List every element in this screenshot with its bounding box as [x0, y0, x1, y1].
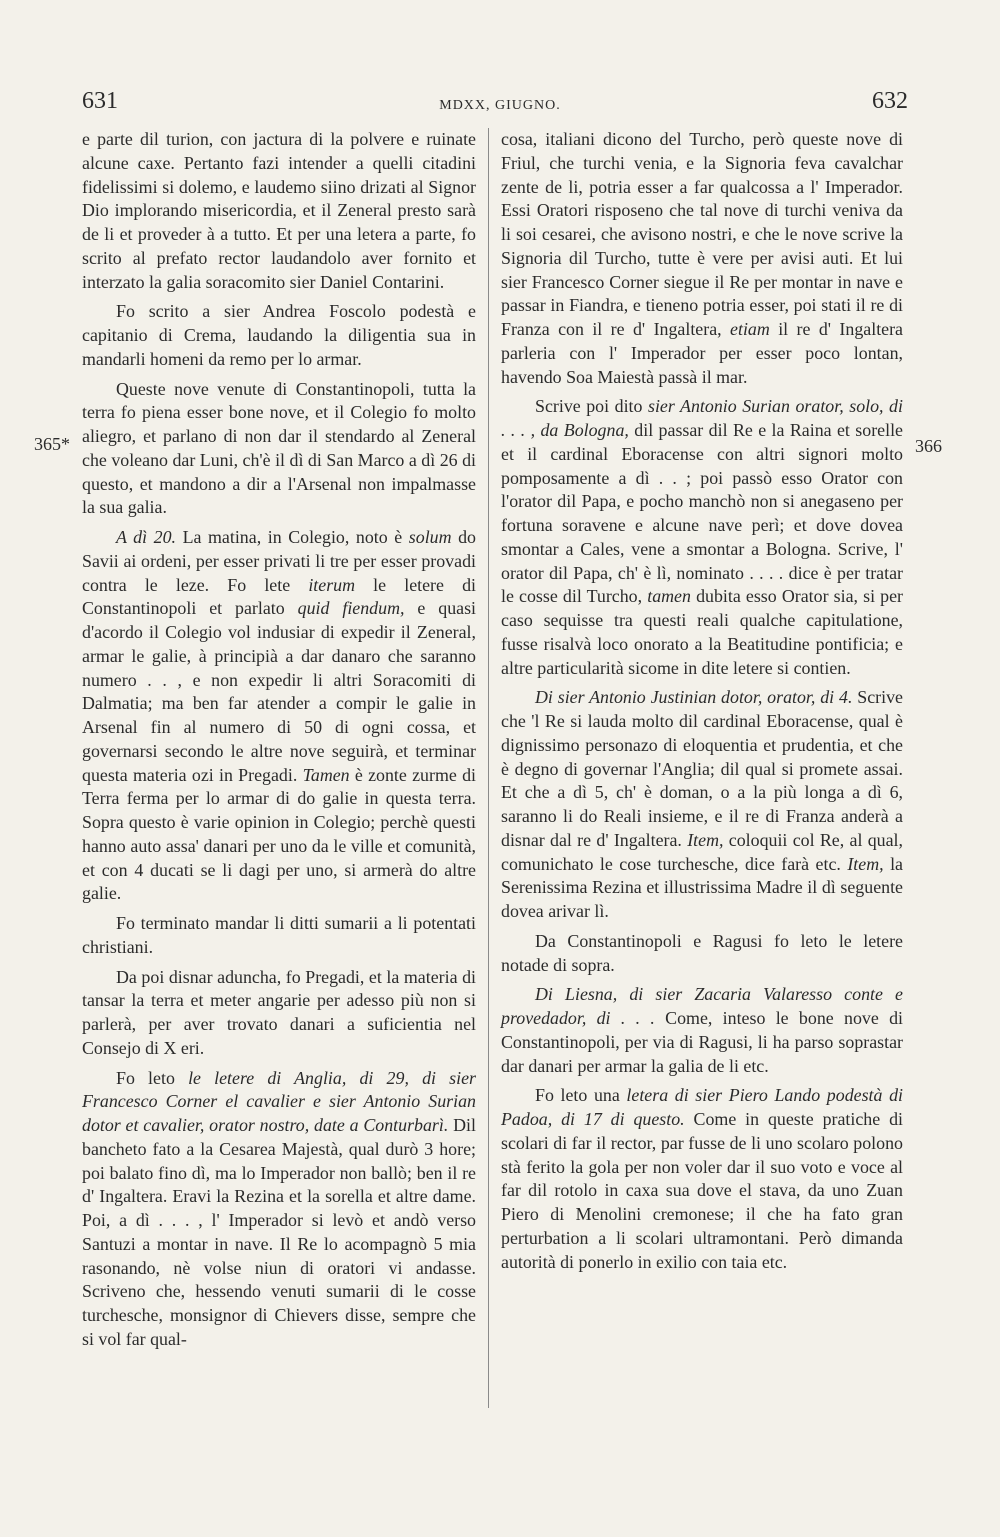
paragraph: [82, 300, 476, 371]
text-run: Fo scrito a sier Andrea Foscolo podestà e capitanio di Crema, laudando la diligentia sua in mandarli homeni da remo per lo armar.: [82, 301, 476, 369]
paragraph: [82, 128, 476, 294]
italic-text: le letere di Anglia, di 29, di sier Francesco Corner el cavalier e sier Antonio Surian dotor et cavalier, orator nostro, date a Conturbarì.: [82, 1067, 476, 1135]
italic-text: letera di sier Piero Lando podestà di Padoa, di 17 di questo.: [501, 1085, 903, 1129]
paragraph: [501, 1084, 903, 1274]
right-column: [501, 128, 903, 1280]
text-run: Scrive che 'l Re si lauda molto dil cardinal Eboracense, qual è dignissimo personazo di eloquentia et prudentia, et che è degno di governar l'Anglia; dil qual si promete assai. Et che a dì 5, ch' è doman, o a la più longa a dì 6, saranno li do Reali insieme, e il re di Franza anderà a disnar dal re d' Ingaltera.: [501, 687, 903, 850]
paragraph: [501, 128, 903, 389]
text-run: Scrive poi dito: [535, 396, 648, 417]
text-run: Fo terminato mandar li ditti sumarii a li potentati christiani.: [82, 913, 476, 957]
text-run: Da Constantinopoli e Ragusi fo leto le letere notade di sopra.: [501, 930, 903, 975]
text-run: dil passar dil Re e la Raina et sorelle et il cardinal Eboracense con altri signori molto pomposamente a dì . . ; poi passò esso Orator con l'orator dil Papa, e pocho manchò non si anegaseno per fortuna soravene e alcune nave perì; et dove dovea smontar a Cales, vene a smontar a Bologna. Scrive, l' orator dil Papa, ch' è lì, nominato . . . . dice è per tratar le cosse dil Turcho,: [501, 420, 903, 607]
margin-number-right: 366: [915, 436, 942, 456]
text-run: la Serenissima Rezina et illustrissima Madre il dì seguente dovea arivar lì.: [501, 853, 903, 921]
paragraph: [501, 930, 903, 978]
column-divider: [488, 128, 489, 1408]
page-number-right: 632: [872, 88, 908, 114]
paragraph: [82, 378, 476, 521]
italic-text: Tamen: [302, 764, 350, 785]
text-run: e parte dil turion, con jactura di la polvere e ruinate alcune caxe. Pertanto fazi intender a quelli citadini fidelissimi si dolemo, e laudemo siino drizati al Signor Dio implorando misericordia, et il Zeneral presto sarà de li et proveder à a tutto. Et per una letera a parte, fo scrito al prefato rector laudandolo aver fornito et interzato la galia soracomito sier Daniel Contarini.: [82, 129, 476, 292]
running-title: MDXX, GIUGNO.: [439, 98, 561, 113]
text-run: Dil bancheto fato a la Cesarea Majestà, qual durò 3 hore; poi balato fino dì, ma lo Imperador non ballò; ben il re d' Ingaltera. Eravi la Rezina et la sorella et altre dame. Poi, a dì . . . , l' Imperador si levò et andò verso Santuzi a montar in nave. Il Re lo acompagnò 5 mia rasonando, nè volse niun di oratori vi andasse. Scriveno che, hessendo venuti sumarii di le cosse turchesche, monsignor di Chievers disse, sempre che si vol far qual-: [82, 1115, 476, 1349]
italic-text: Item,: [847, 853, 884, 874]
italic-text: Di sier Antonio Justinian dotor, orator, di 4.: [535, 687, 853, 708]
paragraph: [82, 526, 476, 906]
paragraph: [501, 686, 903, 924]
italic-text: Item,: [687, 829, 724, 850]
italic-text: tamen: [647, 586, 691, 607]
italic-text: A dì 20.: [116, 527, 177, 547]
text-run: il re d' Ingaltera parleria con l' Imperador per esser poco lontan, havendo Soa Maiestà passà il mar.: [501, 319, 903, 387]
margin-number-left: 365*: [34, 434, 70, 454]
text-run: è zonte zurme di Terra ferma per lo armar di do galie in questa terra. Sopra questo è varie opinion in Colegio; perchè questi hanno auto assa' danari per uno da le ville et comunità, et con 4 ducati se li dagi per uno, si armerà do altre galie.: [82, 764, 476, 904]
italic-text: Di Liesna, di sier Zacaria Valaresso conte e provedador, di . . .: [501, 984, 903, 1028]
text-run: Fo leto una: [535, 1085, 627, 1106]
paragraph: [501, 983, 903, 1078]
text-run: coloquii col Re, al qual, comunichato le cose turchesche, dice farà etc.: [501, 829, 903, 874]
paragraph: [82, 966, 476, 1061]
text-run: Queste nove venute di Constantinopoli, tutta la terra fo piena esser bone nove, et il Colegio fo molto aliegro, et parlano di non dar il stendardo al Zeneral che voleano dar Luni, ch'è il dì di San Marco a dì 26 di questo, et mandono a dir a l'Arsenal non impalmasse la sua galia.: [82, 378, 476, 518]
paragraph: [82, 912, 476, 960]
text-run: e quasi d'acordo il Colegio vol indusiar di expedir il Zeneral, armar le galie, à principià a dar danaro che saranno numero . . , e non expedir li altri Soracomiti di Dalmatia; ma ben far atender a compir le galie in Arsenal fin al numero di 50 di ogni cossa, et governarsi secondo le altre nove seguirà, et terminar questa materia ozi in Pregadi.: [82, 598, 477, 785]
left-column: [82, 128, 476, 1358]
text-run: Come in queste pratiche di scolari di far il rector, par fusse de li uno scolaro polono stà ferito la gola per non voler dar il suo voto e voce al far dil rotolo in caxa sua dove el stava, da uno Zuan Piero di Menolini cremonese; il che ha fato gran perturbation a li scolari ultramontani. Però dimanda autorità di ponerlo in exilio con taia etc.: [501, 1109, 903, 1272]
text-run: Come, inteso le bone nove di Constantinopoli, per via di Ragusi, li ha parso soprastar dar danari per armar la galia de li etc.: [501, 1008, 903, 1076]
text-run: le letere di Constantinopoli et parlato: [82, 574, 477, 619]
text-run: Fo leto: [116, 1067, 189, 1088]
italic-text: iterum: [308, 574, 356, 595]
text-run: Da poi disnar aduncha, fo Pregadi, et la materia di tansar la terra et meter angarie per adesso più non si parlerà, per aver trovato danari a suficientia nel Consejo di X eri.: [82, 966, 476, 1058]
page-number-left: 631: [82, 88, 118, 114]
italic-text: sier Antonio Surian orator, solo, di . . . , da Bologna,: [501, 396, 903, 440]
paragraph: [501, 395, 903, 680]
text-run: La matina, in Colegio, noto è: [176, 527, 409, 547]
italic-text: etiam: [730, 319, 770, 339]
text-run: cosa, italiani dicono del Turcho, però queste nove di Friul, che turchi venia, e la Signoria feva cavalchar zente de li, potria esser a far qualcossa a l' Imperador. Essi Oratori risposeno che tal nove di turchi veniva da li soi cesarei, che avisono nostri, e che le nove scrive la Signoria dil Turcho, tutte è vere per avisi auti. Et lui sier Francesco Corner siegue il Re per montar in nave e passar in Fiandra, e tieneno potria esser, poi stati il re di Franza con il re d' Ingaltera,: [501, 129, 903, 339]
paragraph: [82, 1067, 476, 1352]
italic-text: quid fiendum,: [297, 598, 405, 619]
text-run: do Savii ai ordeni, per esser privati li tre per esser provadi contra le leze. Fo lete: [82, 527, 476, 595]
text-run: dubita esso Orator sia, si per caso sequisse tra questi reali qualche capitulatione, fusse risalvà loco onorato a la Beatitudine pontificia; e altre particularità sicome in dite letere si contien.: [501, 586, 904, 678]
italic-text: solum: [408, 527, 452, 547]
